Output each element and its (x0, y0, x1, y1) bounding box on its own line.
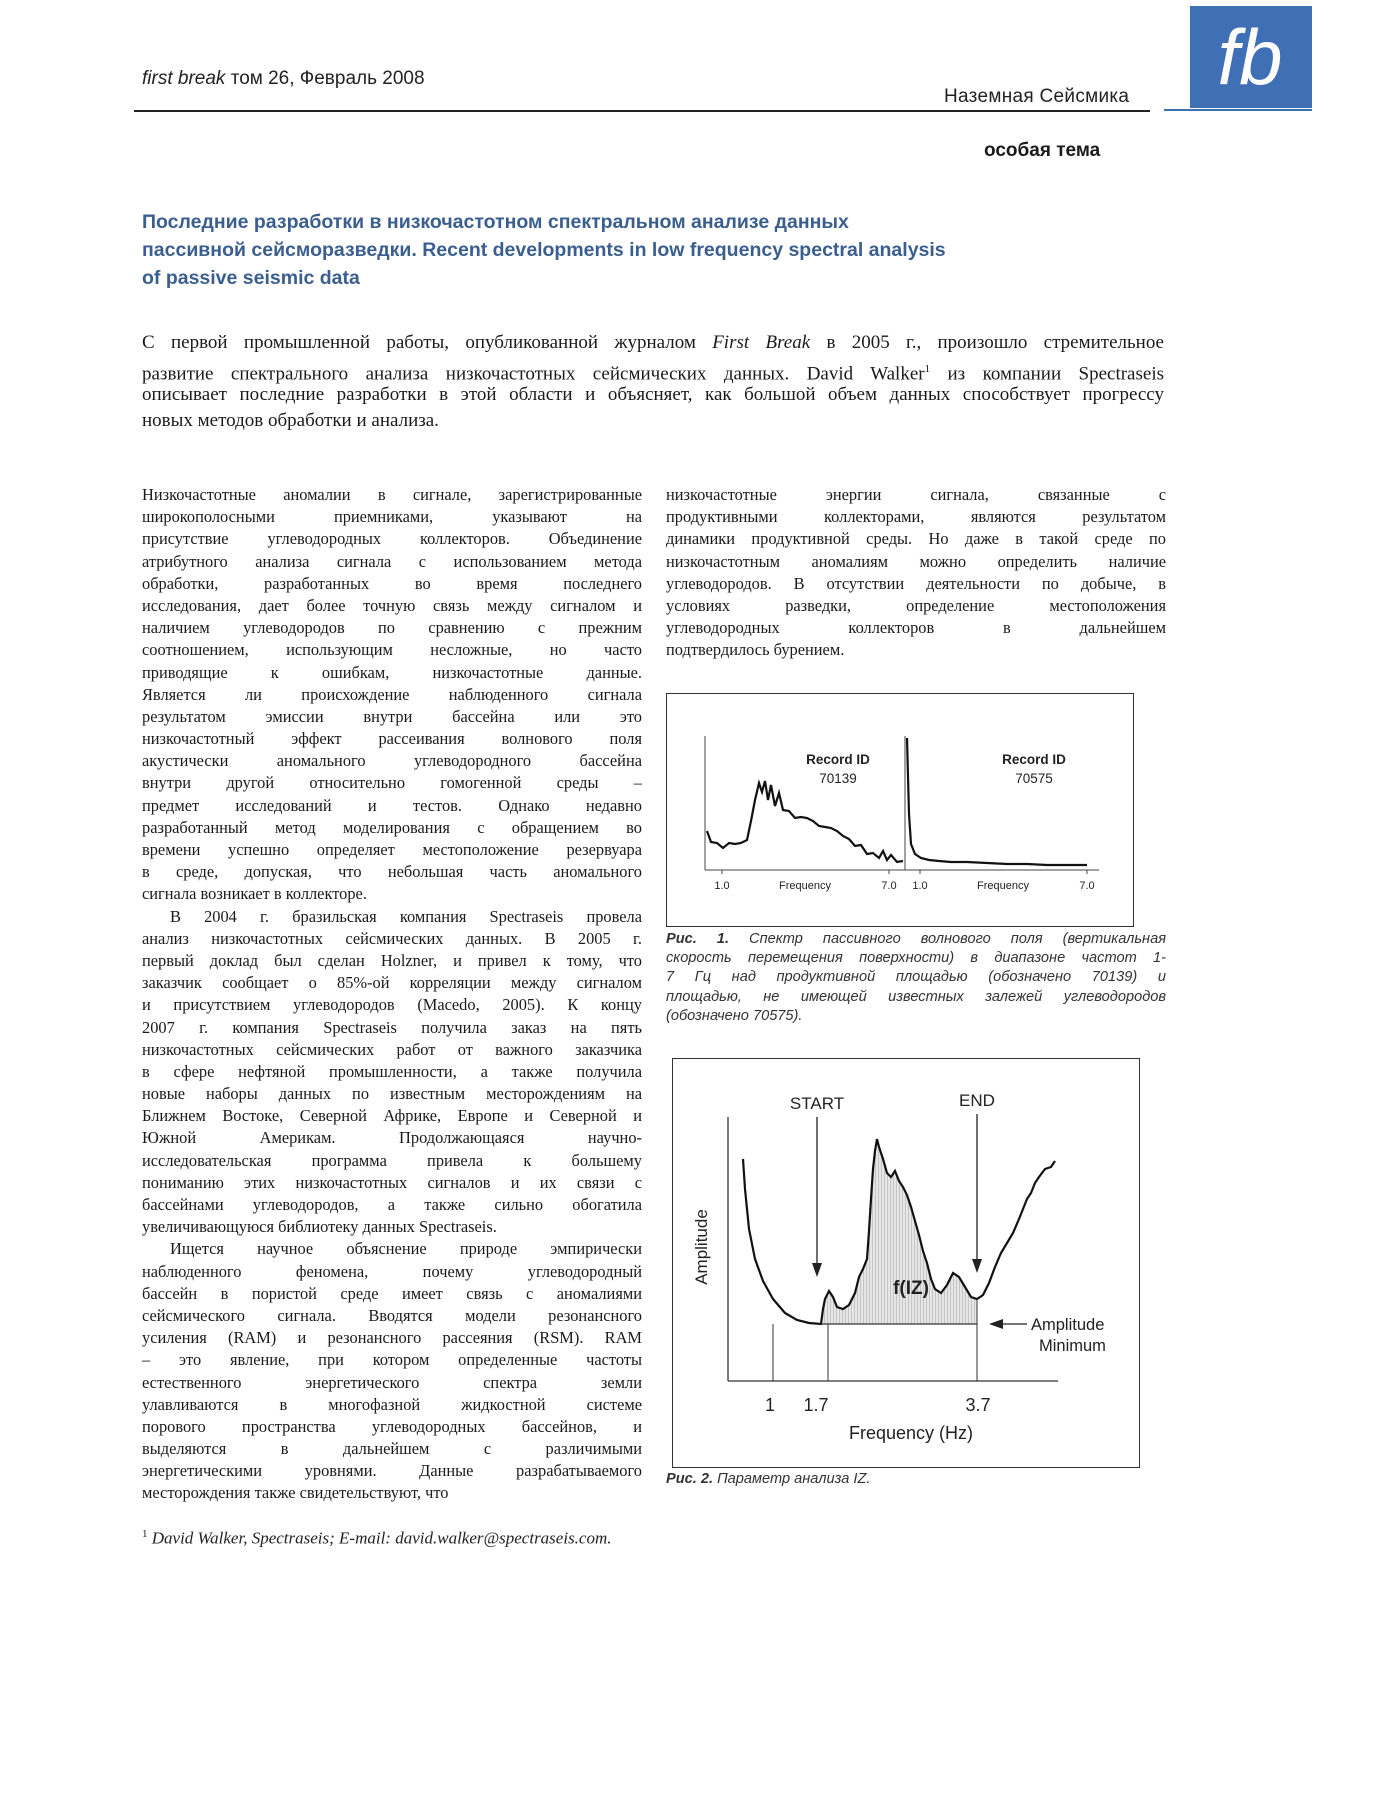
body-line: широкополосными приемниками, указывают на (142, 507, 642, 527)
body-line: энергетическими уровнями. Данные разрабатываемого (142, 1461, 642, 1481)
lead-line (142, 330, 1164, 356)
body-line: сигнала возникает в коллекторе. (142, 884, 367, 904)
amplitude-minimum-label-1: Amplitude (1031, 1316, 1105, 1334)
body-line: наблюденного феномена, почему углеводородный (142, 1261, 642, 1281)
caption-text: Параметр анализа IZ. (713, 1471, 871, 1487)
body-line: исследовательская программа привела к большему (142, 1150, 642, 1170)
lead-line: новых методов обработки и анализа. (142, 410, 439, 431)
figure-2-diagram (673, 1059, 1139, 1467)
lead-line: описывает последние разработки в этой области и объясняет, как большой объем данных способствует прогрессу (142, 384, 1164, 405)
body-line: низкочастотный эффект рассеивания волнового поля (142, 729, 642, 749)
body-line: и присутствием углеводородов (Macedo, 2005). К концу (142, 995, 642, 1015)
lead-text: С первой промышленной работы, опубликованной журналом (142, 332, 713, 353)
body-line: обработки, разработанных во время последнего (142, 573, 642, 593)
body-line: условиях разведки, определение местоположения (666, 595, 1166, 615)
logo-underline (1164, 109, 1312, 111)
fb-logo-graphic (1190, 6, 1312, 108)
body-line: улавливаются в многофазной жидкостной системе (142, 1394, 642, 1414)
figure-2 (672, 1058, 1140, 1468)
spectrum-70139-line (707, 781, 903, 862)
article-title (142, 208, 1042, 292)
record-id-value-right: 70575 (1015, 771, 1053, 786)
record-id-value-left: 70139 (819, 771, 857, 786)
body-line: углеводородов. В отсутствии деятельности по добыче, в (666, 573, 1166, 593)
body-line: предмет исследований и тестов. Однако недавно (142, 795, 642, 815)
body-line: углеводородных коллекторов в дальнейшем (666, 618, 1166, 638)
body-line: Является ли происхождение наблюденного сигнала (142, 684, 642, 704)
xlabel-left: Frequency (779, 880, 831, 892)
amplitude-minimum-label-2: Minimum (1039, 1337, 1106, 1355)
body-line: внутри другой относительно гомогенной среды – (142, 773, 642, 793)
y-axis-label: Amplitude (692, 1209, 711, 1285)
caption-line: (обозначено 70575). (666, 1007, 803, 1024)
figure-2-caption (666, 1470, 1166, 1489)
xlabel-right: Frequency (977, 880, 1029, 892)
minimum-arrow-head (989, 1319, 1003, 1329)
caption-label: Рис. 2. (666, 1471, 714, 1487)
tick-label-right-min: 1.0 (912, 880, 928, 892)
start-label: START (789, 1094, 845, 1113)
lead-text: из компании Spectraseis (930, 363, 1164, 385)
body-line: динамики продуктивной среды. Но даже в такой среде по (666, 529, 1166, 549)
body-line: месторождения также свидетельствуют, что (142, 1483, 449, 1503)
end-label: END (959, 1091, 995, 1110)
body-line: порового пространства углеводородных бассейнов, и (142, 1416, 642, 1436)
journal-issue (142, 68, 425, 90)
body-line: В 2004 г. бразильская компания Spectraseis провела (170, 906, 642, 926)
body-line: наличием углеводородов по сравнению с прежним (142, 618, 642, 638)
body-line: разработанный метод моделирования с обращением во (142, 817, 642, 837)
tick-label-1: 1 (764, 1395, 776, 1415)
caption-line: 7 Гц над продуктивной площадью (обозначено 70139) и (666, 969, 1166, 986)
body-line: заказчик сообщает о 85%-ой корреляции между сигналом (142, 973, 642, 993)
body-column-left (142, 484, 642, 1505)
body-line: увеличивающуюся библиотеку данных Spectraseis. (142, 1217, 497, 1237)
body-line: присутствие углеводородных коллекторов. Объединение (142, 529, 642, 549)
body-line: времени успешно определяет местоположение резервуара (142, 840, 642, 859)
body-column-right (666, 484, 1166, 662)
body-line: бассейнами углеводородов, а также сильно обогатила (142, 1195, 642, 1214)
x-axis-label: Frequency (Hz) (848, 1423, 974, 1443)
issue-info: том 26, Февраль 2008 (225, 68, 425, 89)
tick-label-left-max: 7.0 (881, 880, 897, 892)
figure-1-caption (666, 930, 1166, 1026)
body-line: 2007 г. компания Spectraseis получила заказ на пять (142, 1017, 642, 1037)
footnote (142, 1528, 612, 1549)
footnote-text: David Walker, Spectraseis; E-mail: david.walker@spectraseis.com. (147, 1528, 612, 1548)
body-line: Южной Америкам. Продолжающаяся научно- (142, 1128, 642, 1148)
header-rule (134, 110, 1150, 112)
body-line: – это явление, при котором определенные частоты (142, 1350, 642, 1370)
figure-1-plot (667, 694, 1133, 926)
start-arrow-head (812, 1263, 822, 1277)
area-label: f(IZ) (893, 1278, 929, 1299)
body-line: Ближнем Востоке, Северной Африке, Европе и Северной и (142, 1106, 642, 1126)
lead-text: в 2005 г., произошло стремительное (810, 332, 1164, 353)
body-line: в сфере нефтяной промышленности, а также получила (142, 1061, 642, 1081)
body-line: естественного энергетического спектра земли (142, 1372, 642, 1392)
body-line: атрибутного анализа сигнала с использованием метода (142, 551, 642, 571)
lead-paragraph (142, 330, 1164, 434)
body-line: первый доклад был сделан Holzner, и привел к тому, что (142, 950, 642, 970)
fb-logo (1190, 6, 1312, 108)
body-line: соотношением, использующим несложные, но часто (142, 640, 642, 660)
footnote-number: 1 (142, 1528, 148, 1540)
topic-kicker: особая тема (984, 140, 1101, 161)
body-line: низкочастотные энергии сигнала, связанные с (666, 485, 1166, 504)
title-line: Последние разработки в низкочастотном спектральном анализе данных (142, 211, 849, 233)
body-line: в среде, допуская, что небольшая часть аномального (142, 862, 642, 882)
body-line: Низкочастотные аномалии в сигнале, зарегистрированные (142, 485, 642, 504)
body-line: бассейн в пористой среде имеет связь с аномалиями (142, 1283, 642, 1303)
body-line: низкочастотным аномалиям можно определить наличие (666, 551, 1166, 571)
caption-line (666, 1470, 1166, 1489)
body-line: анализ низкочастотных сейсмических данных. В 2005 г. (142, 928, 642, 948)
title-line: пассивной сейсморазведки. Recent developments in low frequency spectral analysis (142, 239, 946, 261)
tick-label-right-max: 7.0 (1079, 880, 1095, 892)
section-name: Наземная Сейсмика (944, 86, 1130, 107)
caption-line (666, 930, 1166, 949)
journal-name: first break (142, 68, 226, 89)
body-line: новые наборы данных по известным месторождениям на (142, 1084, 642, 1104)
body-line: продуктивными коллекторами, являются результатом (666, 507, 1166, 527)
record-id-label-right: Record ID (1002, 752, 1066, 767)
body-line: акустически аномального углеводородного бассейна (142, 751, 642, 771)
body-line: усиления (RAM) и резонансного рассеяния (RSM). RAM (142, 1328, 642, 1348)
caption-line: площадью, не имеющей известных залежей углеводородов (666, 988, 1166, 1005)
logo-text: fb (1217, 13, 1283, 101)
lead-journal-name: First Break (712, 332, 811, 353)
body-line: пониманию этих низкочастотных сигналов и их связи с (142, 1172, 642, 1192)
end-arrow-head (972, 1259, 982, 1273)
tick-label-3-7: 3.7 (965, 1395, 991, 1415)
body-line: низкочастотных сейсмических работ от важного заказчика (142, 1039, 642, 1059)
lead-text: развитие спектрального анализа низкочастотных сейсмических данных. David Walker (142, 363, 925, 385)
lead-line (142, 356, 1164, 385)
caption-line: скорость перемещения поверхности) в диапазоне частот 1- (666, 950, 1166, 967)
body-line: сейсмического сигнала. Вводятся модели резонансного (142, 1305, 642, 1325)
caption-text: Спектр пассивного волнового поля (вертикальная (729, 931, 1166, 947)
caption-label: Рис. 1. (666, 931, 730, 947)
figure-1 (666, 693, 1134, 927)
record-id-label-left: Record ID (806, 752, 870, 767)
footnote-ref: 1 (924, 363, 931, 375)
body-line: приводящие к ошибкам, низкочастотные данные. (142, 662, 642, 682)
body-line: Ищется научное объяснение природе эмпирически (170, 1239, 642, 1259)
body-line: подтвердилось бурением. (666, 640, 845, 660)
body-line: результатом эмиссии внутри бассейна или это (142, 706, 642, 726)
title-line: of passive seismic data (142, 267, 360, 289)
body-line: выделяются в дальнейшем с различимыми (142, 1439, 642, 1459)
tick-label-1-7: 1.7 (803, 1395, 829, 1415)
tick-label-left-min: 1.0 (714, 880, 730, 892)
body-line: исследования, дает более точную связь между сигналом и (142, 595, 642, 615)
